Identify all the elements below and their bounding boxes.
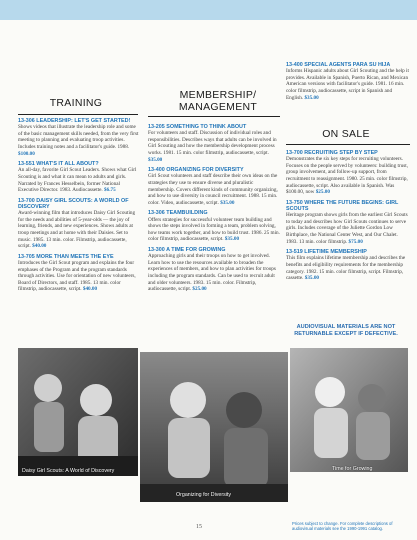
section-title-on-sale: ON SALE bbox=[322, 128, 370, 140]
item-body: Demonstrates the six key steps for recruiting volunteers. Focuses on the people served by volunteers: building trust, group involvement, and follow-up support, from recruitment to reassignment. 1980. 25 min. color filmstrip, audiocassette, script. Also available in Spanish. bbox=[286, 156, 409, 189]
item-price: $35.00 bbox=[304, 94, 319, 101]
membership-rule bbox=[148, 116, 280, 117]
training-rule bbox=[18, 114, 138, 115]
training-item bbox=[18, 161, 140, 194]
item-title: 13-205 SOMETHING TO THINK ABOUT bbox=[148, 124, 247, 130]
item-body: Award-winning film that introduces Daisy Girl Scouting for the needs and abilities of 5-year-olds — the joy of learning, friends, and new experiences. Shows adults at troop meetings and at home with their Daisies. Set to music. 1985. 13 min. color. Filmstrip, audiocassette, script. bbox=[18, 210, 136, 250]
item-old-price: $100.00 bbox=[286, 189, 303, 196]
item-body: Introduces the Girl Scout program and explains the four emphases of the Program and the program standards through activities. Use for orientation of new volunteers, Board of Directors, and staff. 1985. 13 min. color filmstrip, audiocassette, script. bbox=[18, 259, 136, 293]
photo-organizing-diversity bbox=[140, 352, 288, 502]
item-price: $40.00 bbox=[32, 243, 47, 250]
item-price: $35.00 bbox=[220, 199, 235, 206]
on-sale-top-item bbox=[286, 62, 410, 101]
item-price: $100.00 bbox=[18, 150, 35, 157]
photo-daisy-scouts bbox=[18, 348, 138, 476]
item-price: $35.00 bbox=[148, 156, 163, 163]
training-item bbox=[18, 118, 140, 157]
membership-item bbox=[148, 247, 280, 293]
item-price: $40.00 bbox=[82, 286, 98, 293]
membership-column bbox=[148, 124, 280, 297]
on-sale-column bbox=[286, 150, 410, 286]
page-number: 15 bbox=[196, 524, 202, 530]
item-body: Informs Hispanic adults about Girl Scouting and the help it provides. Available in Spanish, Puerto Rican, and Mexican American versions with facilitator's guide. 1981. 16 min. color filmstrip, audiocassette, script in Spanish and English. bbox=[286, 68, 409, 101]
training-item bbox=[18, 254, 140, 293]
item-title: 13-705 MORE THAN MEETS THE EYE bbox=[18, 253, 114, 260]
item-body: Heritage program shows girls from the earliest Girl Scouts to today and describes how Girl Scouts continues to serve girls. Includes coverage of the Juliette Gordon Low Birthplace, the National Center West, and Our Chalet. 1983. 13 min. color filmstrip. bbox=[286, 212, 408, 245]
returns-notice: AUDIOVISUAL MATERIALS ARE NOT RETURNABLE EXCEPT IF DEFECTIVE. bbox=[294, 324, 398, 337]
section-title-membership-line1: MEMBERSHIP/ bbox=[179, 89, 257, 101]
on-sale-item: 13-700 RECRUITING STEP BY STEP Demonstrates the six key steps for recruiting volunteers. Focuses on the people served by volunteers: building trust, group involvement, and follow-up support, from recruitment to reassignment. 1980. 25 min. color filmstrip, audiocassette, script. Also available in Spanish. Was $100.00, now $25.00 bbox=[286, 150, 409, 196]
item-title: 13-750 WHERE THE FUTURE BEGINS: GIRL SCOUTS bbox=[286, 199, 399, 212]
on-sale-top-block bbox=[286, 62, 410, 105]
section-title-membership-line2: MANAGEMENT bbox=[178, 101, 258, 114]
item-price: $6.75 bbox=[104, 187, 116, 194]
item-title: 13-700 RECRUITING STEP BY STEP bbox=[286, 150, 378, 156]
item-body: Girl Scout volunteers and staff describe their own ideas on the strategies they use to ensure diverse and pluralistic membership. Covers different kinds of community organizing, and how to use diversity in council recruitment. 1988. 15 min. color. Video, audiocassette, script. bbox=[148, 173, 278, 206]
membership-item bbox=[148, 167, 280, 206]
photo-caption: Time for Growing bbox=[332, 466, 373, 472]
item-body: An all-day, favorite Girl Scout Leaders. Shows what Girl Scouting is and what it can mean to adults and girls. Narrated by Frances Hesselbein, former National Executive Director. 1983. Audiocassette. bbox=[18, 167, 137, 194]
photo-organizing-diversity-image bbox=[140, 352, 288, 502]
item-title: 13-551 WHAT'S IT ALL ABOUT? bbox=[18, 161, 99, 168]
item-body: Approaching girls and their troops on how to get involved. Learn how to use the resources available to broaden the experiences of members, and how to plan activities for troops including the program standards. Can be used to recruit adult and older volunteers. 1983. 15 min. color. Filmstrip, audiocassette, script. bbox=[148, 253, 276, 293]
training-column bbox=[18, 118, 140, 297]
item-price: $25.00 bbox=[192, 286, 207, 293]
on-sale-item bbox=[286, 249, 410, 282]
section-title-training: TRAINING bbox=[49, 97, 103, 109]
item-title: 13-306 TEAMBUILDING bbox=[148, 210, 208, 217]
photo-daisy-scouts-image bbox=[18, 348, 138, 476]
item-title: 13-400 ORGANIZING FOR DIVERSITY bbox=[148, 167, 244, 174]
section-title-membership bbox=[158, 89, 278, 113]
membership-item bbox=[148, 210, 280, 243]
item-title: 13-400 SPECIAL AGENTS PARA SU HIJA bbox=[286, 62, 391, 68]
training-item bbox=[18, 198, 140, 250]
item-body: This film explains lifetime membership and describes the benefits and eligibility requirements for the membership category. 1982. 15 min. color filmstrip, script. Filmstrip, cassette. bbox=[286, 255, 406, 282]
item-body: Offers strategies for successful volunteer team building and shows the steps involved in forming a team, problem solving, how teams work together, and how to build trust. 1986. 25 min. color filmstrip, audiocassette, script. bbox=[148, 216, 280, 243]
item-price: $75.00 bbox=[348, 238, 363, 245]
item-title: 13-519 LIFETIME MEMBERSHIP bbox=[286, 249, 367, 256]
item-title: 13-306 LEADERSHIP: LET'S GET STARTED! bbox=[18, 118, 131, 124]
on-sale-item bbox=[286, 200, 410, 245]
item-price: $35.00 bbox=[224, 236, 240, 243]
item-title: 13-300 A TIME FOR GROWING bbox=[148, 246, 226, 253]
on-sale-rule bbox=[286, 144, 410, 145]
photo-caption: Daisy Girl Scouts: A World of Discovery bbox=[22, 468, 115, 474]
item-price: $35.00 bbox=[304, 275, 319, 282]
photo-time-for-growing bbox=[290, 348, 408, 472]
membership-item bbox=[148, 124, 280, 163]
photo-time-for-growing-image bbox=[290, 348, 408, 472]
photo-caption: Organizing for Diversity bbox=[176, 492, 232, 498]
item-body: Shows videos that illustrate the leadership role and some of the basic management skills needed, from the very first meeting to planning and evaluating troop activities. Includes training notes and a facilitator's guide. 1988. bbox=[18, 124, 139, 150]
header-color-band bbox=[0, 0, 417, 20]
item-title: 13-700 DAISY GIRL SCOUTS: A WORLD OF DISCOVERY bbox=[18, 197, 129, 210]
item-price: $25.00 bbox=[315, 189, 330, 196]
item-body: For volunteers and staff. Discussion of individual roles and responsibilities. Describes ways that adults can be involved in Girl Scouting and how the membership development process works. 1981. 15 min. color filmstrip, audiocassette, script. bbox=[148, 130, 277, 156]
credit-note: Prices subject to change. For complete descriptions of audiovisual materials see the 1990-1991 catalog. bbox=[292, 521, 393, 531]
